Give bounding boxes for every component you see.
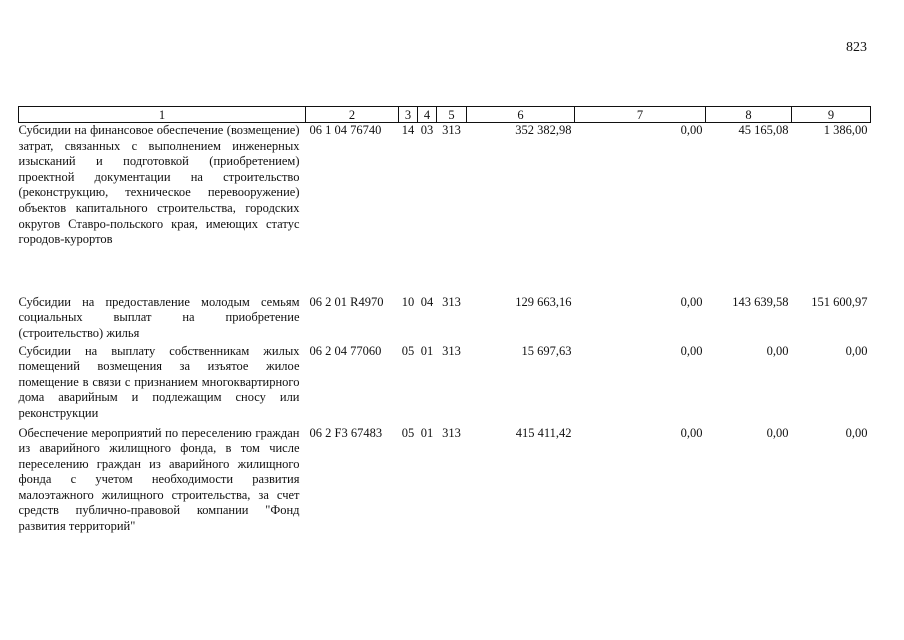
col-header-5: 5 <box>437 107 467 123</box>
row-col7: 0,00 <box>680 343 703 358</box>
row-col9: 151 600,97 <box>811 294 868 309</box>
table-row <box>19 344 871 426</box>
row-code: 06 2 01 R4970 <box>309 294 384 309</box>
col-header-7: 7 <box>575 107 706 123</box>
row-description: Обеспечение мероприятий по переселению граждан из аварийного жилищного фонда, в том числе переселению граждан из аварийного жилищного фонда с учетом необходимости развития малоэтажного жилищного строительства, за счет средств публично-правовой компании "Фонд развития территорий" <box>18 425 300 534</box>
row-col8: 143 639,58 <box>732 294 789 309</box>
col-header-3: 3 <box>399 107 418 123</box>
header-row <box>19 107 871 123</box>
row-col6: 352 382,98 <box>515 123 572 137</box>
row-col9: 0,00 <box>845 425 868 440</box>
row-col4: 04 <box>420 294 434 309</box>
row-col9: 0,00 <box>845 343 868 358</box>
page-number: 823 <box>846 40 867 55</box>
table-row <box>19 123 871 295</box>
row-col5: 313 <box>442 294 461 309</box>
row-col3: 10 <box>401 294 415 309</box>
row-col5: 313 <box>442 343 461 358</box>
row-code: 06 2 F3 67483 <box>309 425 383 440</box>
row-col6: 15 697,63 <box>521 343 572 358</box>
col-header-2: 2 <box>306 107 399 123</box>
row-col3: 05 <box>401 343 415 358</box>
row-col4: 03 <box>420 123 434 137</box>
budget-table <box>18 106 871 546</box>
row-col3: 05 <box>401 425 415 440</box>
col-header-9: 9 <box>792 107 871 123</box>
row-col8: 0,00 <box>766 343 789 358</box>
row-col7: 0,00 <box>680 425 703 440</box>
row-description: Субсидии на финансовое обеспечение (возмещение) затрат, связанных с выполнением инженерных изысканий и подготовкой (приобретением) проектной документации на строительство (реконструкцию, техническое перевооружение) объектов капитального строительства, городских округов Ставро-польского края, имеющих статус городов-курортов <box>18 123 300 247</box>
table-row <box>19 426 871 546</box>
row-code: 06 1 04 76740 <box>309 123 382 137</box>
row-col4: 01 <box>420 425 434 440</box>
col-header-4: 4 <box>418 107 437 123</box>
row-col5: 313 <box>442 425 461 440</box>
row-col9: 1 386,00 <box>823 123 868 137</box>
row-col4: 01 <box>420 343 434 358</box>
row-col8: 0,00 <box>766 425 789 440</box>
row-col8: 45 165,08 <box>738 123 789 137</box>
col-header-6: 6 <box>467 107 575 123</box>
row-col6: 415 411,42 <box>515 425 572 440</box>
row-col6: 129 663,16 <box>515 294 572 309</box>
row-description: Субсидии на предоставление молодым семьям социальных выплат на приобретение (строительство) жилья <box>18 294 300 340</box>
col-header-8: 8 <box>706 107 792 123</box>
row-col7: 0,00 <box>680 294 703 309</box>
row-col3: 14 <box>401 123 415 137</box>
row-code: 06 2 04 77060 <box>309 343 382 358</box>
row-col7: 0,00 <box>680 123 703 137</box>
row-col5: 313 <box>442 123 461 137</box>
table-row <box>19 295 871 344</box>
col-header-1: 1 <box>19 107 306 123</box>
row-description: Субсидии на выплату собственникам жилых помещений возмещения за изъятое жилое помещение в связи с признанием многоквартирного дома аварийным и подлежащим сносу или реконструкции <box>18 343 300 420</box>
